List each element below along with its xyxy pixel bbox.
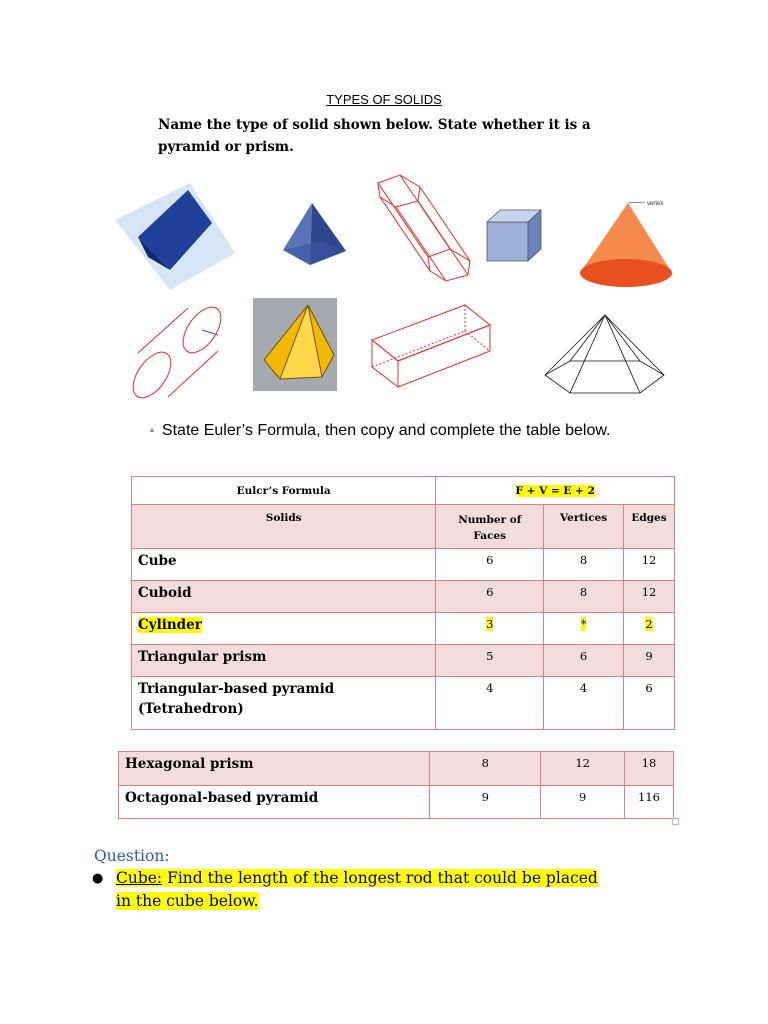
vertices-cell xyxy=(544,613,624,645)
solid-name-line2: (Tetrahedron) xyxy=(138,701,244,717)
solid-name-line1: Triangular-based pyramid xyxy=(138,681,335,697)
header-solids: Solids xyxy=(132,505,436,549)
formula-label: Eulcr’s Formula xyxy=(132,477,436,505)
table-row xyxy=(119,786,674,819)
edges-cell xyxy=(624,613,675,645)
faces-value: 5 xyxy=(436,645,544,677)
vertices-value: 8 xyxy=(544,581,624,613)
square-pyramid-shape xyxy=(283,203,346,265)
euler-table xyxy=(131,476,675,730)
euler-instruction-text: State Euler’s Formula, then copy and complete the table below. xyxy=(161,422,611,439)
vertices-value: 8 xyxy=(544,549,624,581)
cone-shape xyxy=(580,201,672,287)
header-faces-line2: Faces xyxy=(473,530,507,542)
vertices-value: 6 xyxy=(544,645,624,677)
solid-name: Octagonal-based pyramid xyxy=(119,786,430,819)
euler-instruction xyxy=(148,422,610,440)
table-row xyxy=(132,581,675,613)
question-item xyxy=(92,867,672,913)
instruction-text xyxy=(158,114,618,158)
header-faces-line1: Number of xyxy=(458,514,522,526)
edges-value: 6 xyxy=(624,677,675,730)
header-faces xyxy=(436,505,544,549)
cube-shape xyxy=(487,210,541,261)
vertices-value: 4 xyxy=(544,677,624,730)
solid-name-cell xyxy=(132,613,436,645)
faces-value: 6 xyxy=(436,549,544,581)
question-heading: Question: xyxy=(94,847,170,865)
cuboid-shape xyxy=(372,305,490,387)
faces-value: 8 xyxy=(430,752,541,786)
vertices-value: 12 xyxy=(541,752,625,786)
question-line-2 xyxy=(92,890,672,913)
question-line2-text: in the cube below. xyxy=(116,892,259,910)
solids-illustrations xyxy=(100,165,700,415)
bullet-icon: ● xyxy=(92,871,104,886)
table-row xyxy=(119,752,674,786)
vertices-value: * xyxy=(580,617,587,631)
table-row xyxy=(132,645,675,677)
question-line1-text: Find the length of the longest rod that could be placed xyxy=(162,869,598,887)
faces-value: 3 xyxy=(486,617,494,631)
page-title: TYPES OF SOLIDS xyxy=(326,92,442,107)
triangle-bullet-icon: ▲ xyxy=(148,425,156,434)
solid-name: Cylinder xyxy=(138,617,202,633)
table-row xyxy=(132,549,675,581)
faces-cell xyxy=(436,613,544,645)
faces-value: 6 xyxy=(436,581,544,613)
table-row xyxy=(132,613,675,645)
solid-name: Cuboid xyxy=(132,581,436,613)
cylinder-shape xyxy=(126,301,229,405)
header-edges: Edges xyxy=(624,505,675,549)
vertices-value: 9 xyxy=(541,786,625,819)
edges-value: 116 xyxy=(625,786,674,819)
edges-value: 12 xyxy=(624,581,675,613)
vertex-label: vertex xyxy=(647,201,664,207)
pentagonal-pyramid-wireframe xyxy=(545,315,664,393)
faces-value: 9 xyxy=(430,786,541,819)
faces-value: 4 xyxy=(436,677,544,730)
edges-value: 2 xyxy=(645,617,653,631)
solid-name-cell xyxy=(132,677,436,730)
solid-name: Hexagonal prism xyxy=(119,752,430,786)
edges-value: 12 xyxy=(624,549,675,581)
table-row xyxy=(132,677,675,730)
solid-name: Cube xyxy=(132,549,436,581)
triangular-prism-shape xyxy=(115,183,235,290)
question-line-1 xyxy=(92,867,672,890)
hexagonal-prism-shape xyxy=(378,175,470,281)
question-keyword: Cube: xyxy=(116,869,163,887)
formula-text: F + V = E + 2 xyxy=(515,484,595,497)
edges-value: 18 xyxy=(625,752,674,786)
instruction-line-2: pyramid or prism. xyxy=(158,139,294,155)
formula-cell xyxy=(436,477,675,505)
table-resize-handle[interactable] xyxy=(672,818,679,825)
header-vertices: Vertices xyxy=(544,505,624,549)
euler-table-continued xyxy=(118,751,674,819)
formula-row xyxy=(132,477,675,505)
edges-value: 9 xyxy=(624,645,675,677)
header-row xyxy=(132,505,675,549)
solid-name: Triangular prism xyxy=(132,645,436,677)
pentagonal-pyramid-shape xyxy=(253,298,337,391)
instruction-line-1: Name the type of solid shown below. State whether it is a xyxy=(158,117,591,133)
